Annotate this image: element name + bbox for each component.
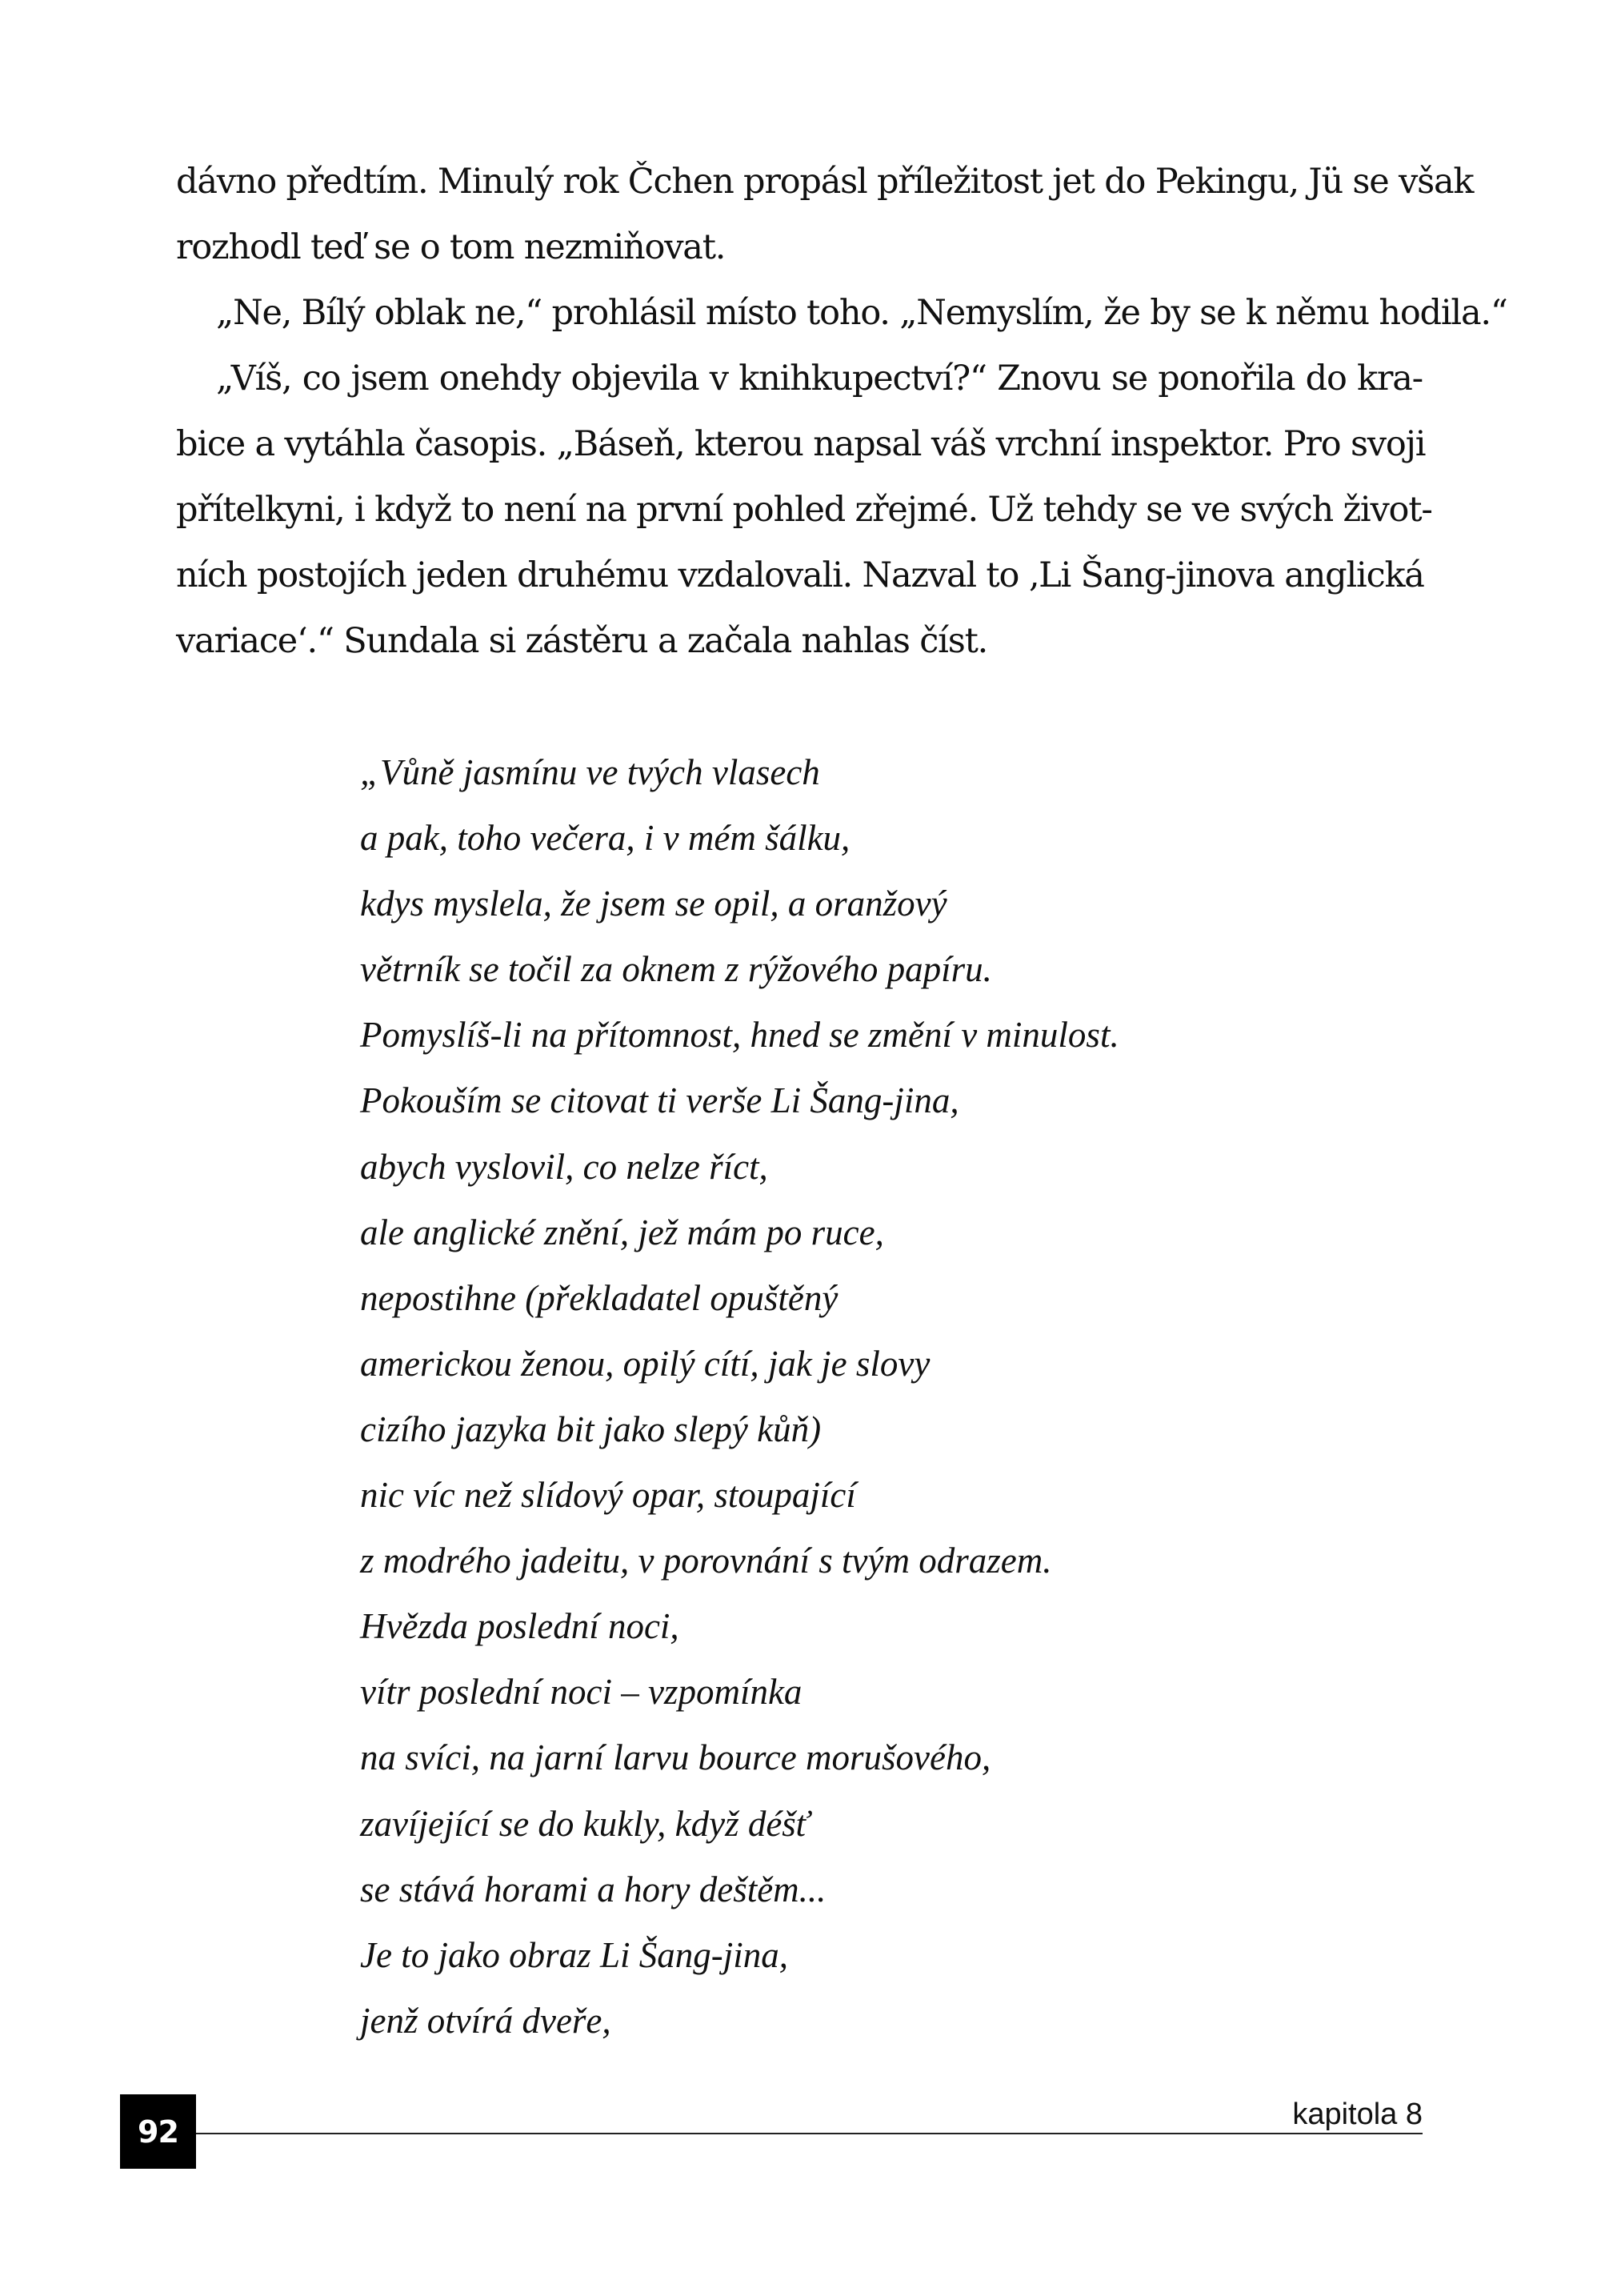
prose-line: dávno předtím. Minulý rok Čchen propásl příležitost jet do Pekingu, Jü se však [176, 162, 1474, 202]
prose-line: bice a vytáhla časopis. „Báseň, kterou napsal váš vrchní inspektor. Pro svoji [176, 424, 1426, 464]
poem-verse: Je to jako obraz Li Šang-jina, [360, 1934, 788, 1975]
poem-verse: Pomyslíš-li na přítomnost, hned se změní v minulost. [360, 1015, 1119, 1056]
poem-verse: americkou ženou, opilý cítí, jak je slovy [360, 1343, 931, 1384]
poem-verse: větrník se točil za oknem z rýžového papíru. [360, 949, 992, 990]
poem-verse: z modrého jadeitu, v porovnání s tvým odrazem. [360, 1541, 1052, 1581]
poem-verse: abych vyslovil, co nelze říct, [360, 1146, 768, 1187]
poem-verse: se stává horami a hory deštěm... [360, 1869, 827, 1909]
poem-verse: vítr poslední noci – vzpomínka [360, 1672, 803, 1713]
poem-verse: „Vůně jasmínu ve tvých vlasech [360, 752, 820, 792]
poem-verse: kdys myslela, že jsem se opil, a oranžový [360, 884, 947, 924]
poem-verse: nic víc než slídový opar, stoupající [360, 1475, 856, 1516]
poem-verse: cizího jazyka bit jako slepý kůň) [360, 1408, 822, 1449]
prose-line: variace‘.“ Sundala si zástěru a začala nahlas číst. [176, 621, 988, 661]
poem-verse: Hvězda poslední noci, [360, 1606, 679, 1647]
prose-line: přítelkyni, i když to není na první pohled zřejmé. Už tehdy se ve svých život- [176, 490, 1432, 530]
poem-verse: nepostihne (překladatel opuštěný [360, 1277, 839, 1318]
footer-rule [196, 2133, 1423, 2134]
page-number: 92 [138, 2114, 178, 2150]
poem-verse: ale anglické znění, jež mám po ruce, [360, 1212, 884, 1252]
poem-verse: a pak, toho večera, i v mém šálku, [360, 818, 851, 859]
page-number-box [120, 2094, 196, 2169]
poem-verse: Pokouším se citovat ti verše Li Šang-jina, [360, 1080, 959, 1121]
poem-verse: zavíjející se do kukly, když déšť [360, 1803, 810, 1844]
prose-block [176, 149, 1507, 674]
prose-line: „Víš, co jsem onehdy objevila v knihkupectví?“ Znovu se ponořila do kra- [216, 359, 1423, 399]
poem-verse: na svíci, na jarní larvu bource morušového, [360, 1737, 991, 1778]
prose-line: ních postojích jeden druhému vzdalovali. Nazval to ‚Li Šang-jinova anglická [176, 555, 1424, 595]
running-head: kapitola 8 [1292, 2098, 1423, 2131]
poem-block [360, 739, 1400, 2054]
prose-line: „Ne, Bílý oblak ne,“ prohlásil místo toho. „Nemyslím, že by se k němu hodila.“ [216, 293, 1507, 333]
poem-verse: jenž otvírá dveře, [360, 2000, 611, 2041]
prose-line: rozhodl teď se o tom nezmiňovat. [176, 227, 726, 267]
